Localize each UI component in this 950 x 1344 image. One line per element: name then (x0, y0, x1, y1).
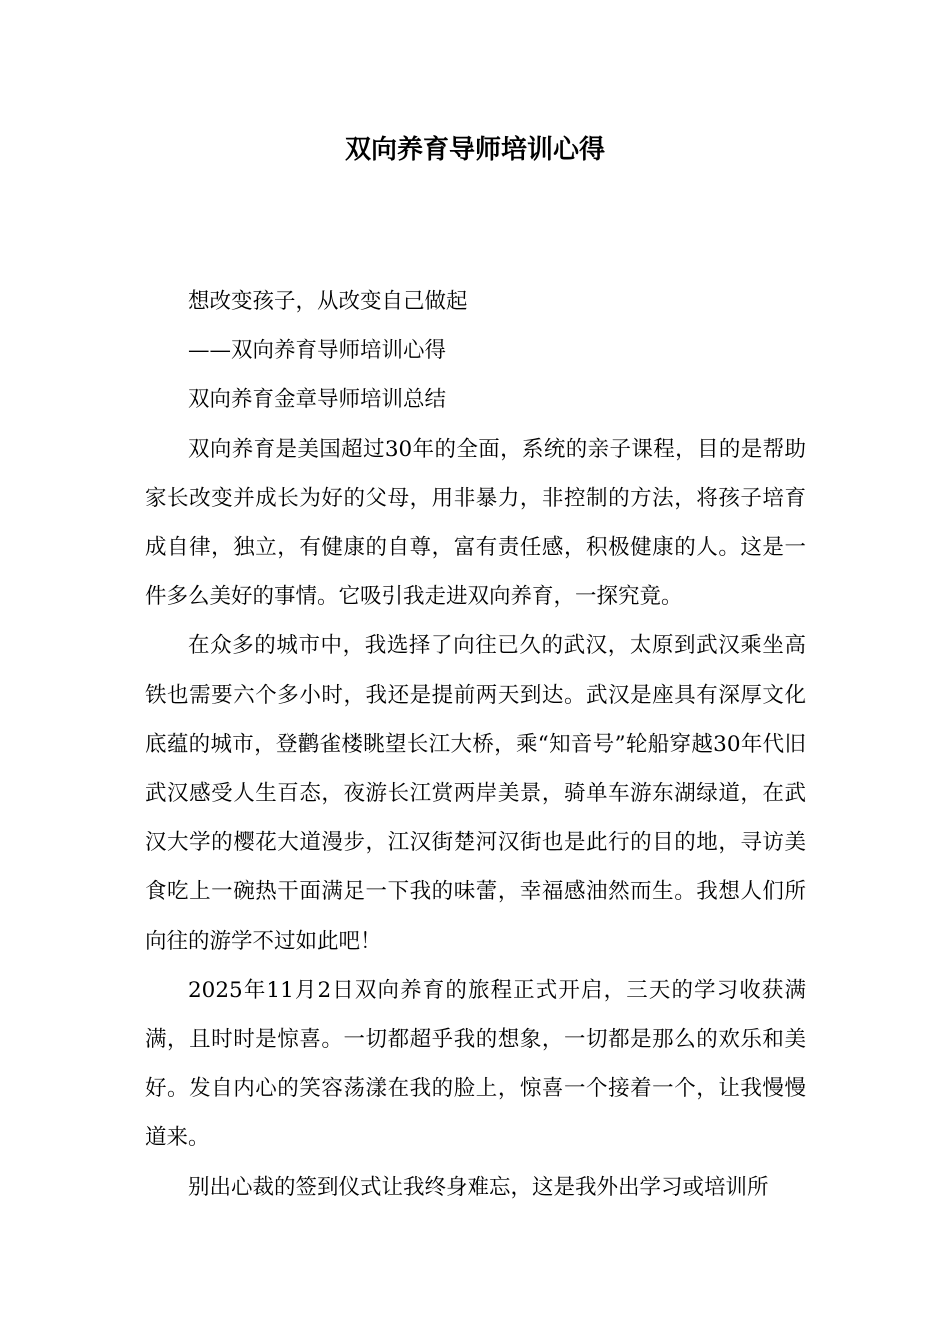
paragraph-training-start: 2025年11月2日双向养育的旅程正式开启，三天的学习收获满满，且时时是惊喜。一切都超乎我的想象，一切都是那么的欢乐和美好。发自内心的笑容荡漾在我的脸上，惊喜一个接着一个，让我慢慢道来。 (145, 977, 806, 1151)
paragraph-intro: 双向养育是美国超过30年的全面，系统的亲子课程，目的是帮助家长改变并成长为好的父母，用非暴力，非控制的方法，将孩子培育成自律，独立，有健康的自尊，富有责任感，积极健康的人。这是一件多么美好的事情。它吸引我走进双向养育，一探究竟。 (145, 436, 806, 610)
paragraph-subheading: ——双向养育导师培训心得 (188, 338, 447, 364)
paragraph-wuhan-trip: 在众多的城市中，我选择了向往已久的武汉，太原到武汉乘坐高铁也需要六个多小时，我还是提前两天到达。武汉是座具有深厚文化底蕴的城市，登鹳雀楼眺望长江大桥，乘“知音号”轮船穿越30年代旧武汉感受人生百态，夜游长江赏两岸美景，骑单车游东湖绿道，在武汉大学的樱花大道漫步，江汉街楚河汉街也是此行的目的地，寻访美食吃上一碗热干面满足一下我的味蕾，幸福感油然而生。我想人们所向往的游学不过如此吧！ (145, 633, 806, 954)
paragraph-summary-title: 双向养育金章导师培训总结 (188, 387, 447, 413)
document-title: 双向养育导师培训心得 (344, 135, 605, 165)
document-body (145, 277, 806, 1212)
paragraph-heading: 想改变孩子，从改变自己做起 (188, 289, 468, 314)
paragraph-sign-in: 别出心裁的签到仪式让我终身难忘，这是我外出学习或培训所 (188, 1174, 769, 1200)
